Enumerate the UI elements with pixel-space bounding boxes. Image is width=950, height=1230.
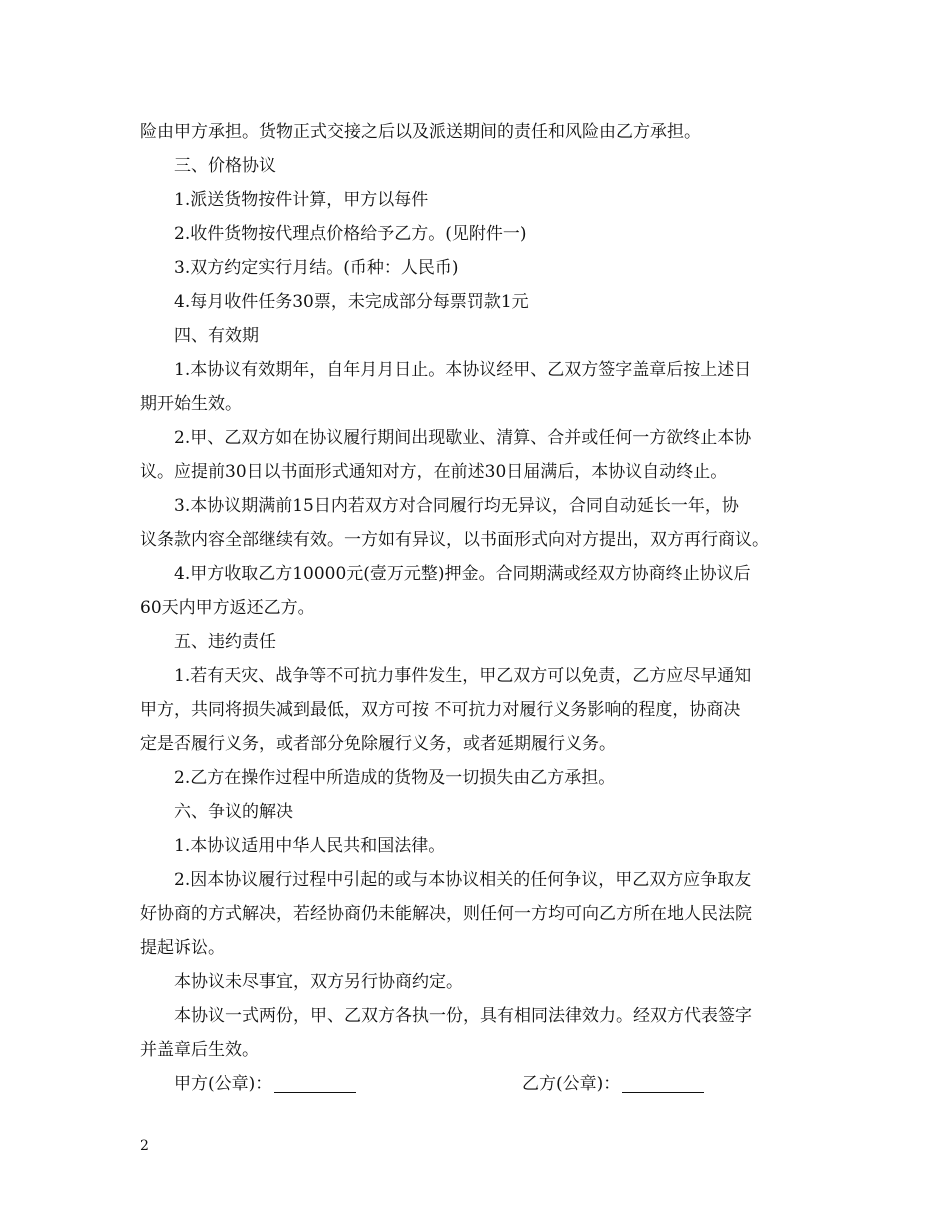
paragraph-line: 4.甲方收取乙方10000元(壹万元整)押金。合同期满或经双方协商终止协议后 [174,564,751,584]
party-a-signature [174,1067,356,1101]
paragraph-line: 1.本协议适用中华人民共和国法律。 [174,836,446,856]
paragraph-line: 议。应提前30日以书面形式通知对方，在前述30日届满后，本协议自动终止。 [140,462,728,482]
paragraph-line: 3.双方约定实行月结。(币种：人民币) [174,258,459,278]
paragraph-line: 定是否履行义务，或者部分免除履行义务，或者延期履行义务。 [140,734,616,754]
paragraph-line: 1.派送货物按件计算，甲方以每件 [174,190,429,210]
paragraph-line: 本协议一式两份，甲、乙双方各执一份，具有相同法律效力。经双方代表签字 [174,1006,752,1026]
paragraph-line: 议条款内容全部继续有效。一方如有异议，以书面形式向对方提出，双方再行商议。 [140,530,769,550]
paragraph-line: 1.若有天灾、战争等不可抗力事件发生，甲乙双方可以免责，乙方应尽早通知 [174,666,752,686]
party-b-label: 乙方(公章)： [522,1074,621,1094]
paragraph-line: 六、争议的解决 [174,802,293,822]
paragraph-line: 提起诉讼。 [140,938,225,958]
paragraph-line: 2.因本协议履行过程中引起的或与本协议相关的任何争议，甲乙双方应争取友 [174,870,752,890]
paragraph-line: 本协议未尽事宜，双方另行协商约定。 [174,972,463,992]
party-b-signature-blank [622,1072,704,1093]
signature-row [140,1067,820,1101]
paragraph-line: 1.本协议有效期年，自年月月日止。本协议经甲、乙双方签字盖章后按上述日 [174,360,752,380]
paragraph-line: 3.本协议期满前15日内若双方对合同履行均无异议，合同自动延长一年，协 [174,496,739,516]
paragraph-line: 60天内甲方返还乙方。 [140,598,315,618]
paragraph-line: 五、违约责任 [174,632,276,652]
page-number: 2 [140,1138,149,1154]
paragraph-line: 三、价格协议 [174,156,276,176]
paragraph-line: 四、有效期 [174,326,259,346]
paragraph-line: 2.乙方在操作过程中所造成的货物及一切损失由乙方承担。 [174,768,616,788]
paragraph-line: 2.收件货物按代理点价格给予乙方。(见附件一) [174,224,527,244]
paragraph-line: 2.甲、乙双方如在协议履行期间出现歇业、清算、合并或任何一方欲终止本协 [174,428,752,448]
paragraph-line: 好协商的方式解决，若经协商仍未能解决，则任何一方均可向乙方所在地人民法院 [140,904,752,924]
paragraph-line: 并盖章后生效。 [140,1040,259,1060]
paragraph-line: 甲方，共同将损失减到最低，双方可按 不可抗力对履行义务影响的程度，协商决 [140,700,741,720]
paragraph-line: 险由甲方承担。货物正式交接之后以及派送期间的责任和风险由乙方承担。 [140,122,701,142]
document-body [140,115,820,1101]
party-b-signature [522,1067,704,1101]
party-a-label: 甲方(公章)： [174,1074,273,1094]
paragraph-line: 期开始生效。 [140,394,242,414]
party-a-signature-blank [274,1072,356,1093]
paragraph-line: 4.每月收件任务30票，未完成部分每票罚款1元 [174,292,529,312]
